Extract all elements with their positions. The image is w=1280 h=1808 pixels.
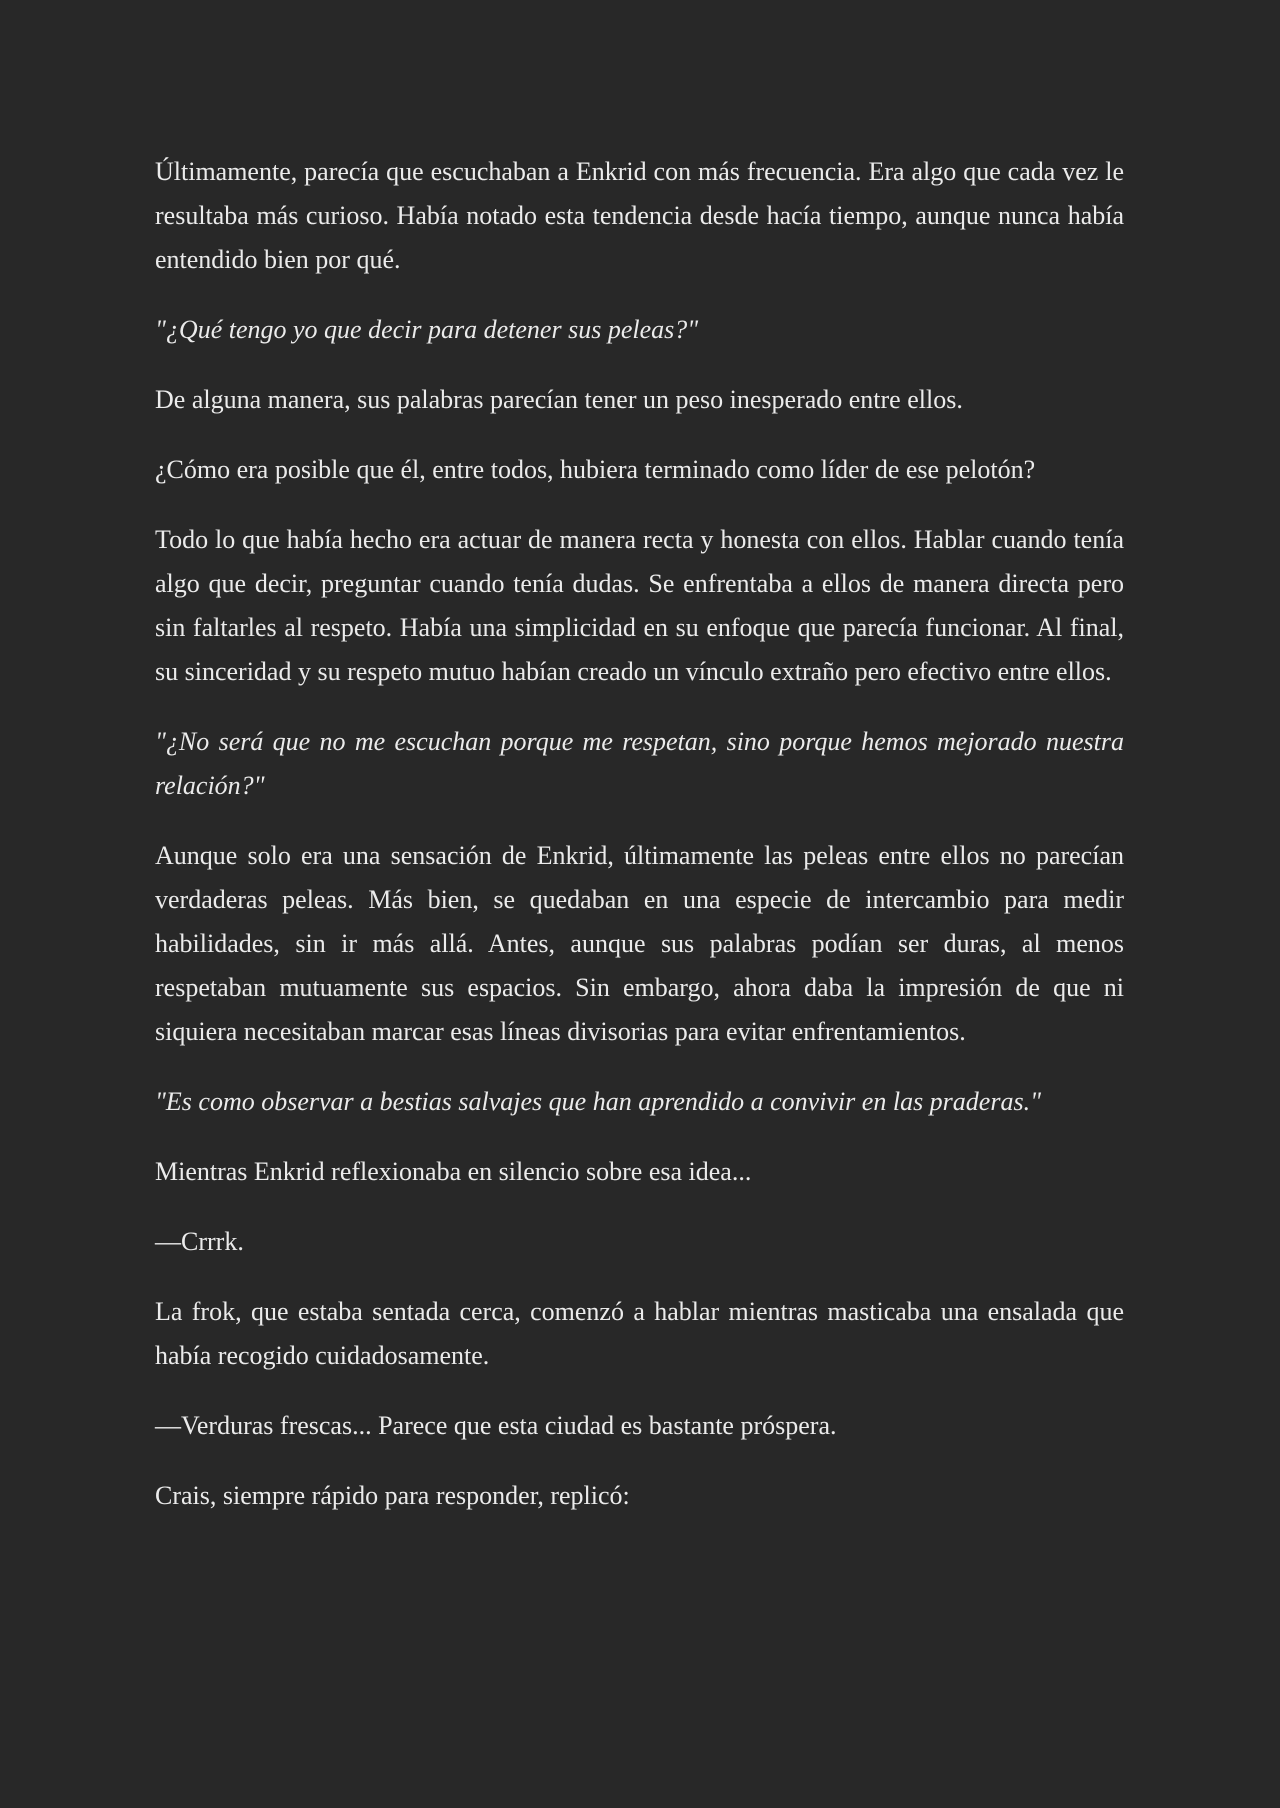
thought-paragraph: "¿Qué tengo yo que decir para detener sus peleas?" <box>155 315 699 344</box>
paragraph: Todo lo que había hecho era actuar de manera recta y honesta con ellos. Hablar cuando tenía algo que decir, preguntar cuando tenía dudas. Se enfrentaba a ellos de manera directa pero sin faltarles al respeto. Había una simplicidad en su enfoque que parecía funcionar. Al final, su sinceridad y su respeto mutuo habían creado un vínculo extraño pero efectivo entre ellos. <box>155 525 1124 686</box>
paragraph: ¿Cómo era posible que él, entre todos, hubiera terminado como líder de ese pelotón? <box>155 455 1036 484</box>
dialogue-paragraph: —Verduras frescas... Parece que esta ciudad es bastante próspera. <box>155 1411 837 1440</box>
thought-paragraph: "¿No será que no me escuchan porque me respetan, sino porque hemos mejorado nuestra relación?" <box>155 727 1124 800</box>
dialogue-paragraph: —Crrrk. <box>155 1227 244 1256</box>
paragraph: Últimamente, parecía que escuchaban a Enkrid con más frecuencia. Era algo que cada vez le resultaba más curioso. Había notado esta tendencia desde hacía tiempo, aunque nunca había entendido bien por qué. <box>155 157 1124 274</box>
paragraph: La frok, que estaba sentada cerca, comenzó a hablar mientras masticaba una ensalada que había recogido cuidadosamente. <box>155 1297 1124 1370</box>
paragraph: Crais, siempre rápido para responder, replicó: <box>155 1481 630 1510</box>
paragraph: Mientras Enkrid reflexionaba en silencio sobre esa idea... <box>155 1157 752 1186</box>
paragraph: De alguna manera, sus palabras parecían tener un peso inesperado entre ellos. <box>155 385 963 414</box>
paragraph: Aunque solo era una sensación de Enkrid, últimamente las peleas entre ellos no parecían verdaderas peleas. Más bien, se quedaban en una especie de intercambio para medir habilidades, sin ir más allá. Antes, aunque sus palabras podían ser duras, al menos respetaban mutuamente sus espacios. Sin embargo, ahora daba la impresión de que ni siquiera necesitaban marcar esas líneas divisorias para evitar enfrentamientos. <box>155 841 1124 1046</box>
chapter-text <box>155 150 1124 1518</box>
thought-paragraph: "Es como observar a bestias salvajes que han aprendido a convivir en las praderas." <box>155 1087 1041 1116</box>
